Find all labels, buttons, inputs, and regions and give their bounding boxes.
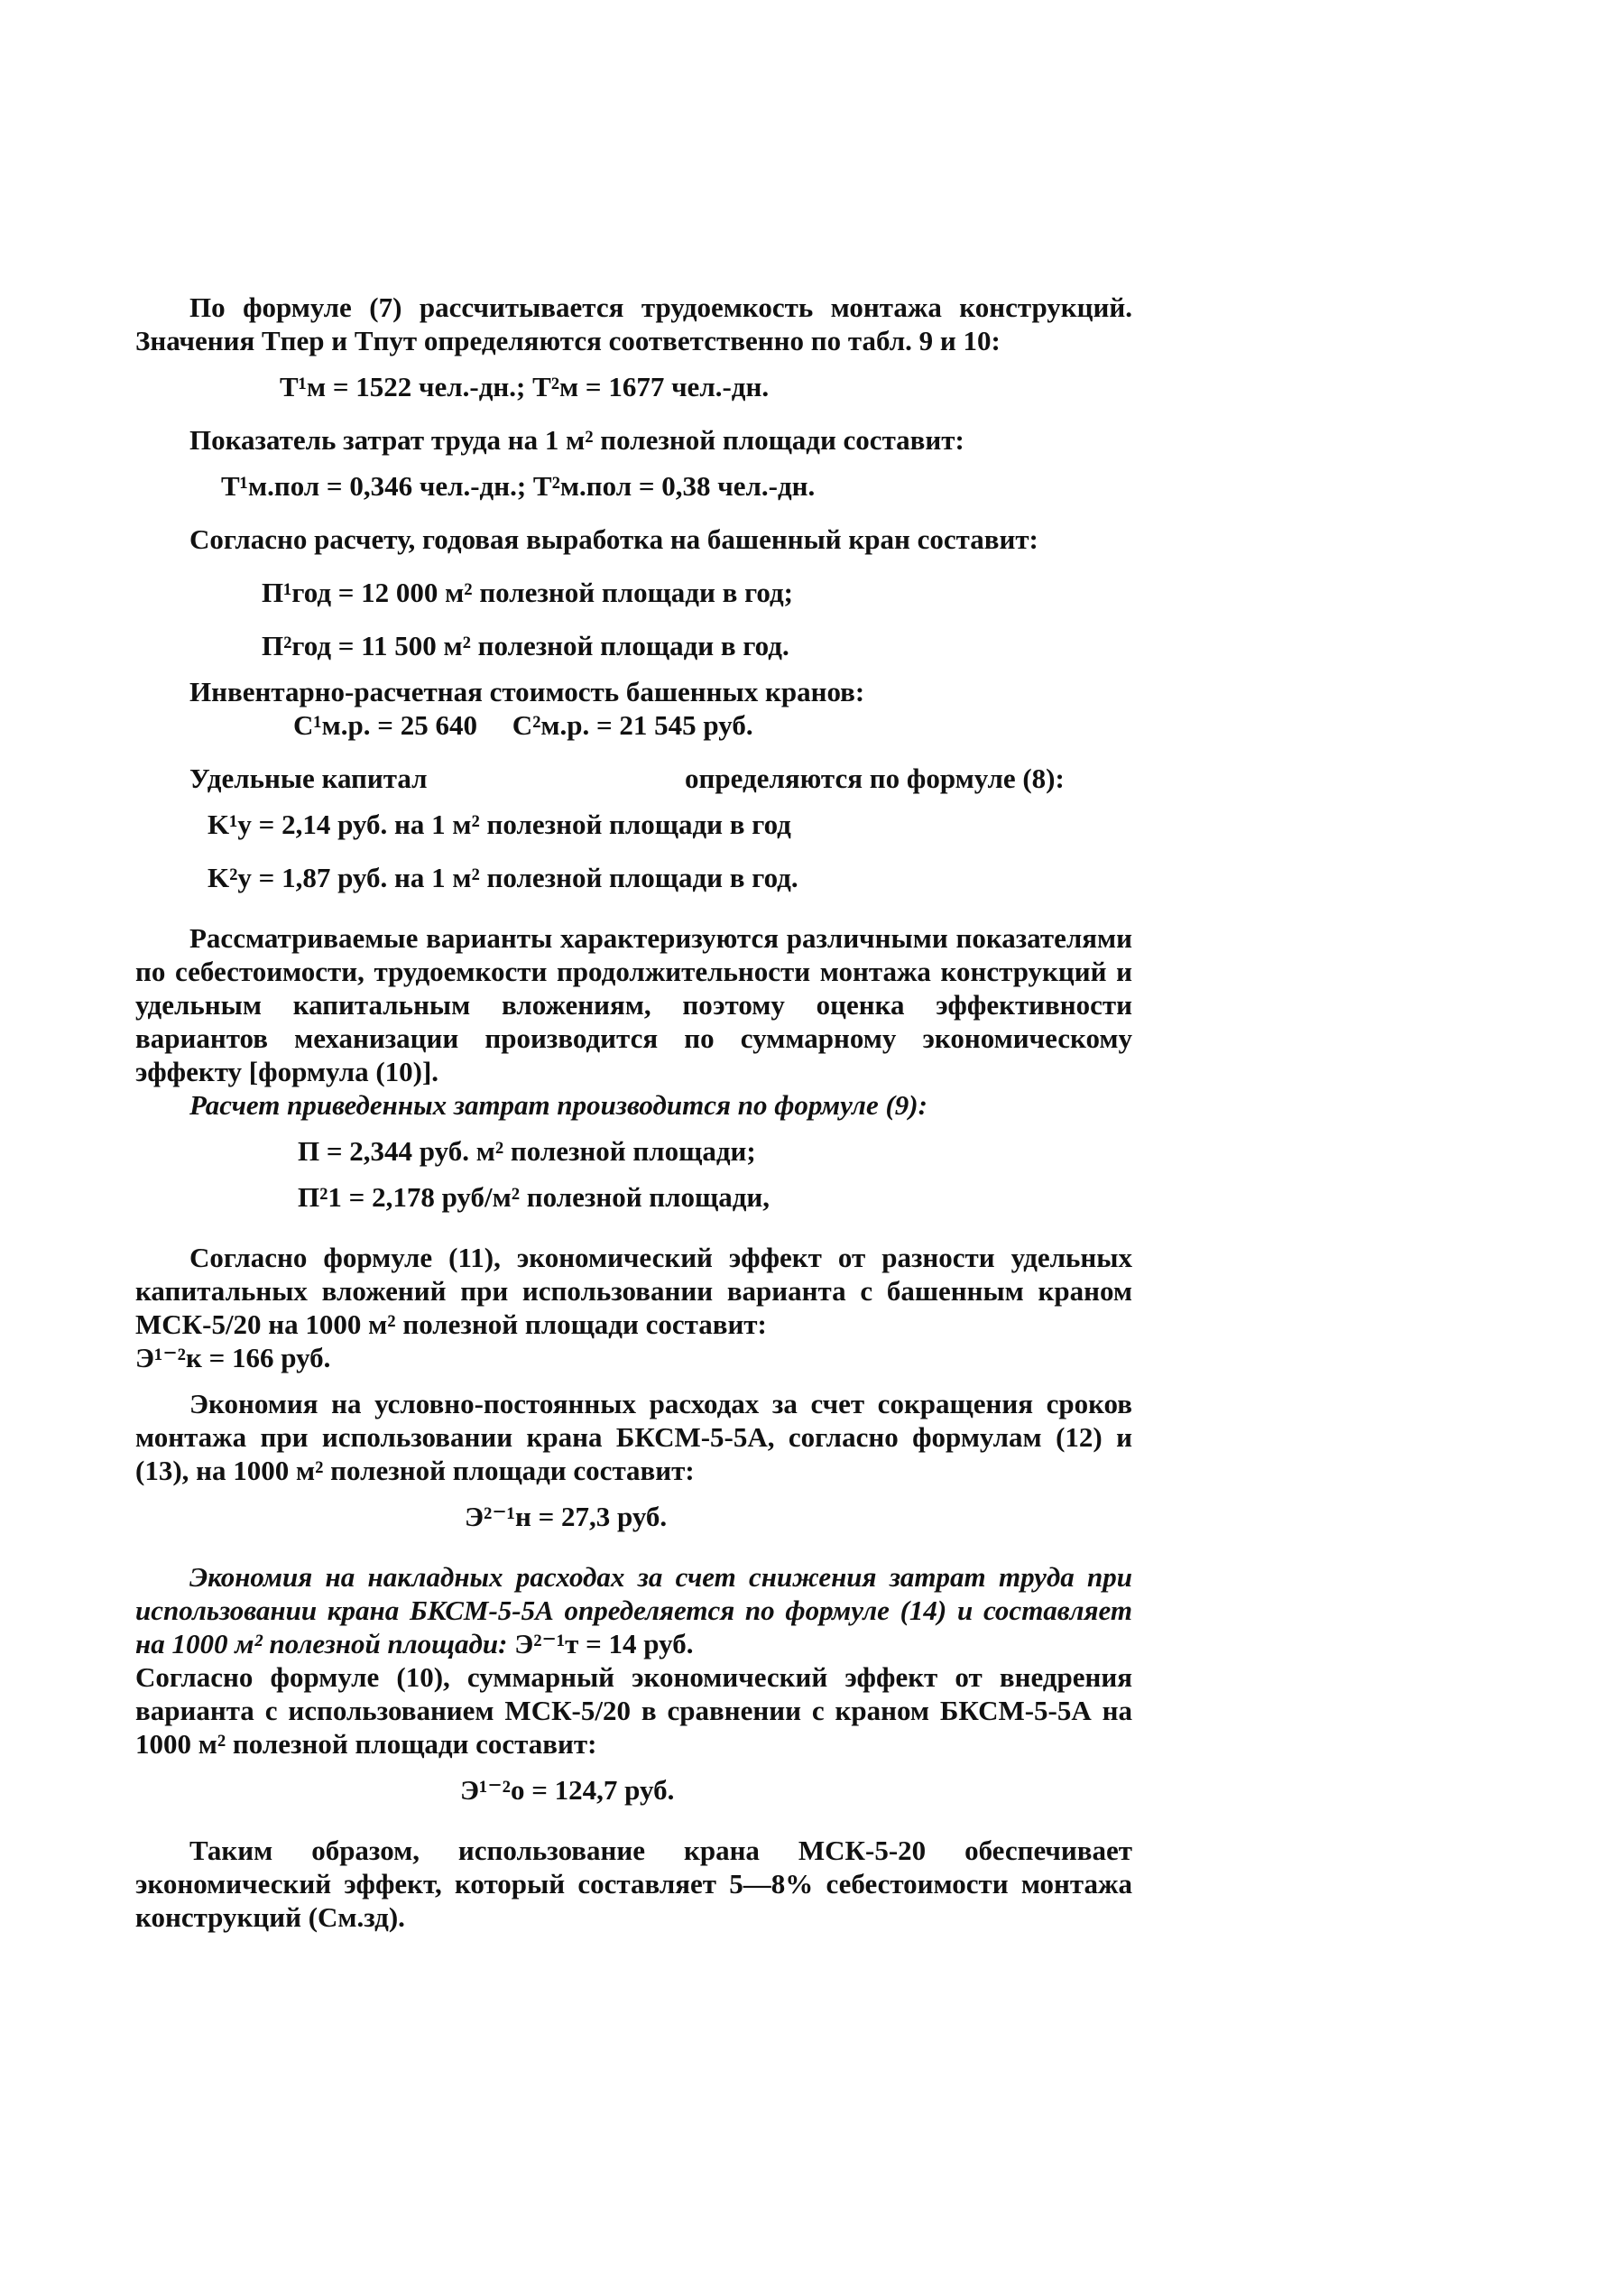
formula-pgod-1: П¹год = 12 000 м² полезной площади в год; [262,577,793,608]
formula-ky-1: K¹у = 2,14 руб. на 1 м² полезной площади в год [208,809,791,840]
paragraph-variants: Рассматриваемые варианты характеризуются различными показателями по себестоимости, трудоемкости продолжительности монтажа конструкций и удельным капитальным вложениям, поэтому оценка эффективности вариантов механизации производится по суммарному экономическому эффекту [формула (10)]. [135,922,1132,1087]
paragraph-annual-output: Согласно расчету, годовая выработка на башенный кран составит: [189,523,1038,555]
paragraph-capital-effect: Согласно формуле (11), экономический эффект от разности удельных капитальных вложений при использовании варианта с башенным краном МСК-5/20 на 1000 м² полезной площади составит: [135,1242,1132,1340]
formula-tm: T¹м = 1522 чел.-дн.; T²м = 1677 чел.-дн. [280,371,770,402]
paragraph-inventory-cost: Инвентарно-расчетная стоимость башенных кранов: [189,676,865,707]
formula-eo: Э¹⁻²о = 124,7 руб. [460,1774,675,1806]
paragraph-conclusion: Таким образом, использование крана МСК-5-20 обеспечивает экономический эффект, который составляет 5—8% себестоимости монтажа конструкций (Cм.зд). [135,1835,1132,1933]
formula-ek: Э¹⁻²к = 166 руб. [135,1342,331,1373]
paragraph-specific-capital [135,762,1132,795]
formula-pi-1: П = 2,344 руб. м² полезной площади; [298,1135,756,1167]
paragraph-reduced-costs: Расчет приведенных затрат производится по формуле (9): [189,1089,927,1121]
formula-ky-2: K²у = 1,87 руб. на 1 м² полезной площади в год. [208,862,798,893]
paragraph-total-effect: Согласно формуле (10), суммарный экономический эффект от внедрения варианта с использованием МСК-5/20 в сравнении с краном БКСМ-5-5А на 1000 м² полезной площади составит: [135,1661,1132,1760]
formula-et: Э²⁻¹т = 14 руб. [514,1628,694,1659]
text-column [135,291,1132,1934]
paragraph-overhead-savings: Экономия на накладных расходах за счет снижения затрат труда при использовании крана БКСМ-5-5А определяется по формуле (14) и составляет на 1000 м² полезной площади: Э²⁻¹т = 14 руб. [135,1561,1132,1659]
formula-cmr: C¹м.р. = 25 640 C²м.р. = 21 545 руб. [293,709,753,741]
formula-en: Э²⁻¹н = 27,3 руб. [465,1501,668,1532]
formula-pgod-2: П²год = 11 500 м² полезной площади в год. [262,630,789,661]
formula-tm-pol: T¹м.пол = 0,346 чел.-дн.; T²м.пол = 0,38 чел.-дн. [221,470,816,502]
paragraph-labor-intensity: По формуле (7) рассчитывается трудоемкость монтажа конструкций. Значения Tпер и Tпут определяются соответственно по табл. 9 и 10: [135,291,1132,356]
formula-pi-2: П²1 = 2,178 руб/м² полезной площади, [298,1181,770,1213]
specific-capital-right: определяются по формуле (8): [685,763,1065,794]
specific-capital-left: Удельные капитал [189,763,428,794]
paragraph-labor-cost-indicator: Показатель затрат труда на 1 м² полезной площади составит: [189,424,964,456]
paragraph-fixed-cost-savings: Экономия на условно-постоянных расходах за счет сокращения сроков монтажа при использовании крана БКСМ-5-5А, согласно формулам (12) и (13), на 1000 м² полезной площади составит: [135,1388,1132,1486]
